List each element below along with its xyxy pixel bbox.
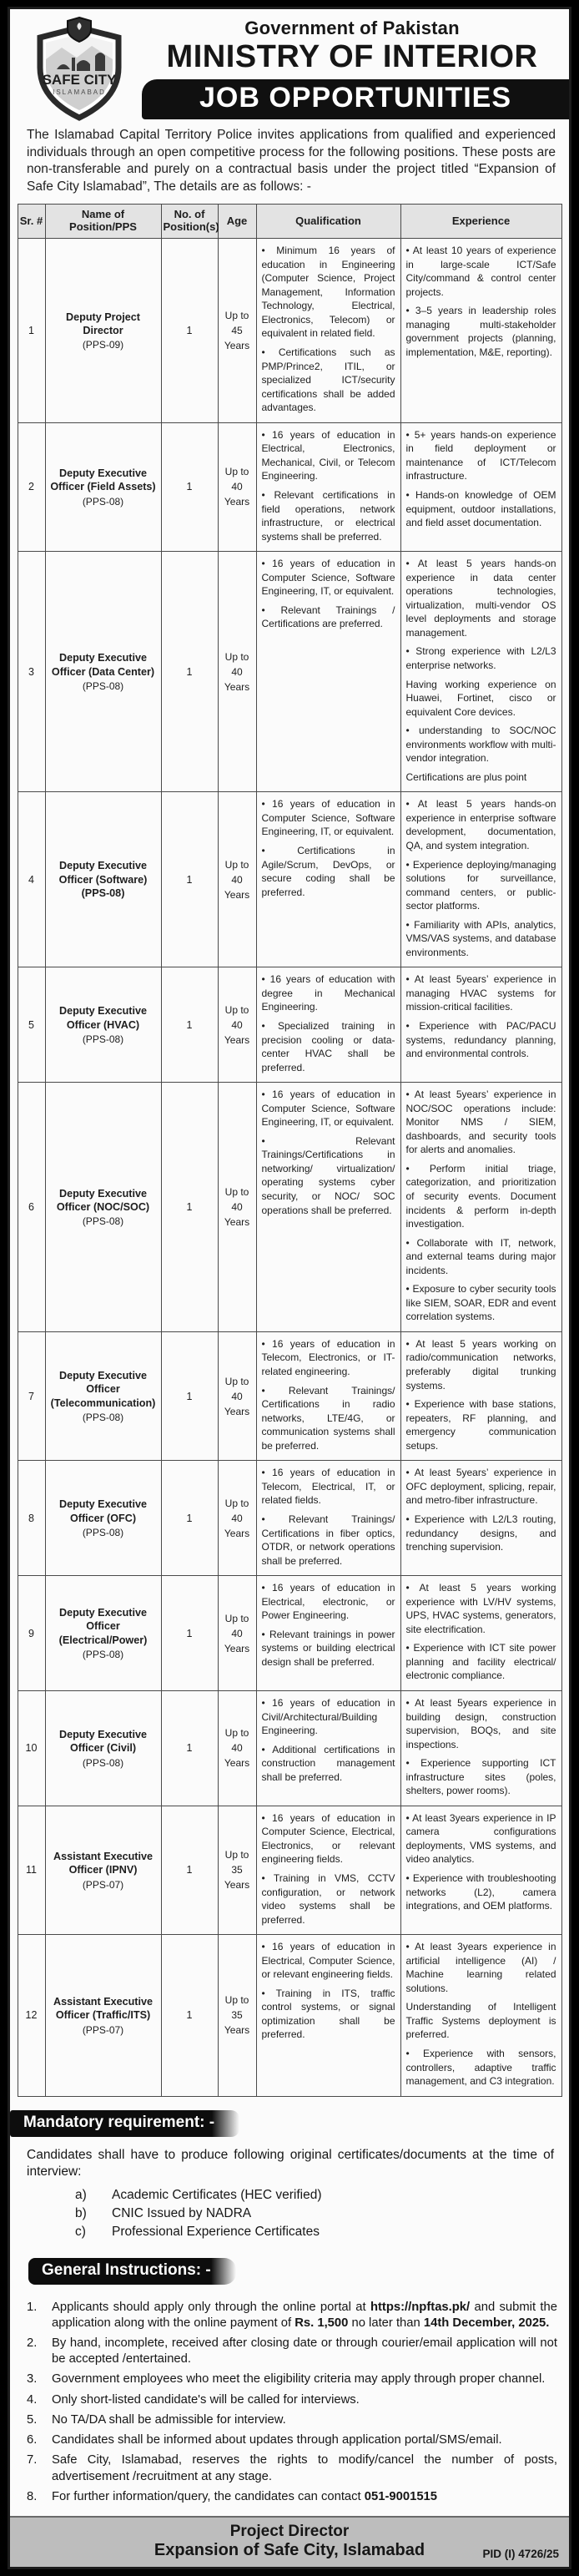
position-pps: (PPS-09) — [82, 339, 124, 351]
cell-age: Up to 40 Years — [218, 792, 256, 967]
mandatory-requirement-text: Candidates shall have to produce following original certificates/documents at the time of interview: — [27, 2147, 554, 2179]
intro-paragraph: The Islamabad Capital Territory Police invites applications from qualified and experienced individuals through an open competitive process for the following positions. These posts are non-transferable and purely on a contractual basis under the project titled “Expansion of Safe City Islamabad”, The details are as follows: - — [27, 127, 556, 194]
position-name: Assistant Executive Officer (Traffic/ITS) — [53, 1996, 153, 2022]
cell-positions-count: 1 — [161, 1461, 218, 1576]
cell-positions-count: 1 — [161, 1083, 218, 1332]
cell-experience: • At least 5years’ experience in managing HVAC systems for mission-critical facilities. • Experience with PAC/PACU systems, redundancy planning, and environmental controls. — [400, 967, 561, 1083]
cell-age: Up to 40 Years — [218, 422, 256, 551]
header — [10, 9, 569, 119]
position-pps: (PPS-08) — [82, 1215, 124, 1228]
cell-experience: • At least 5 years hands-on experience in data center operations technologies, virtualization, multi-vendor OS level deployments and storage management. • Strong experience with L2/L3 enterprise networks. Having working experience on Huawei, Fortinet, cisco or equivalent Core devices. • understanding to SOC/NOC environments workflow with multi-vendor integration. Certifications are plus point — [400, 552, 561, 792]
cell-experience: • At least 5years’ experience in NOC/SOC operations include: Monitor NMS / SIEM, dashboards, and security tools for alerts and anomalies. • Perform initial triage, categorization, and prioritization of security events. Document incidents & perform in-depth investigation. • Collaborate with IT, network, and external teams during major incidents. • Exposure to cyber security tools like SIEM, SOAR, EDR and event correlation systems. — [400, 1083, 561, 1332]
cell-qualification: • 16 years of education in Telecom, Electrical, IT, or related fields. • Relevant Trainings/ Certifications in fiber optics, OTDR, or network operations shall be preferred. — [256, 1461, 400, 1576]
footer-band — [10, 2516, 569, 2567]
mandatory-requirement-label: Mandatory requirement: - — [23, 2113, 215, 2131]
cell-qualification: • 16 years of education in Computer Science, Software Engineering, IT, or equivalent. • Relevant Trainings/Certifications in networking/ virtualization/ operating systems cyber security, or NOC/ SOC operations shall be preferred. — [256, 1083, 400, 1332]
cell-position-name — [45, 1935, 161, 2096]
cell-serial: 10 — [18, 1690, 45, 1806]
cell-serial: 7 — [18, 1331, 45, 1460]
general-instruction-item: 7. Safe City, Islamabad, reserves the rights to modify/cancel the number of posts, advertisement /recruitment at any stage. — [27, 2453, 557, 2483]
general-instructions-label: General Instructions: - — [42, 2260, 211, 2279]
position-name: Deputy Executive Officer (NOC/SOC) — [56, 1187, 150, 1214]
table-row — [18, 239, 561, 423]
general-instruction-item: 4. Only short-listed candidate's will be called for interviews. — [27, 2392, 360, 2407]
cell-qualification: • 16 years of education in Electrical, Electronics, Mechanical, Civil, or Telecom Engineering. • Relevant certifications in field operations, network infrastructure, or electrical systems shall be preferred. — [256, 422, 400, 551]
position-name: Deputy Executive Officer (Software)(PPS-08) — [58, 860, 148, 900]
cell-position-name — [45, 1461, 161, 1576]
cell-age: Up to 35 Years — [218, 1806, 256, 1934]
position-name: Deputy Project Director — [66, 311, 140, 336]
cell-qualification: • 16 years of education in Computer Science, Software Engineering, IT, or equivalent. • Relevant Trainings / Certifications are preferred. — [256, 552, 400, 792]
cell-serial: 11 — [18, 1806, 45, 1934]
table-row — [18, 1806, 561, 1934]
cell-age: Up to 40 Years — [218, 1461, 256, 1576]
cell-serial: 1 — [18, 239, 45, 423]
cell-position-name — [45, 422, 161, 551]
position-pps: (PPS-08) — [82, 1412, 124, 1424]
cell-experience: • At least 5 years hands-on experience in enterprise software development, documentation, QA, and system integration. • Experience deploying/managing solutions for surveillance, command centers, or public-sector platforms. • Familiarity with APIs, analytics, VMS/VAS systems, and database environments. — [400, 792, 561, 967]
cell-experience: • 5+ years hands-on experience in field deployment or maintenance of ICT/Telecom infrastructure. • Hands-on knowledge of OEM equipment, outdoor installations, and field asset documentation. — [400, 422, 561, 551]
cell-age: Up to 40 Years — [218, 967, 256, 1083]
cell-experience: • At least 5 years working on radio/communication networks, preferably digital trunking systems. • Experience with base stations, repeaters, RF planning, and emergency communication setups. — [400, 1331, 561, 1460]
table-row — [18, 1083, 561, 1332]
cell-qualification: • 16 years of education in Electrical, electronic, or Power Engineering. • Relevant trainings in power systems or building electrical design shall be preferred. — [256, 1576, 400, 1691]
cell-positions-count: 1 — [161, 1935, 218, 2096]
mandatory-document-item: c) Professional Experience Certificates — [75, 2224, 320, 2239]
cell-age: Up to 40 Years — [218, 1083, 256, 1332]
cell-positions-count: 1 — [161, 422, 218, 551]
cell-serial: 6 — [18, 1083, 45, 1332]
general-instruction-item: 2. By hand, incomplete, received after closing date or through courier/email application will not be accepted /entertained. — [27, 2336, 557, 2366]
position-pps: (PPS-08) — [82, 1756, 124, 1769]
position-name: Assistant Executive Officer (IPNV) — [53, 1851, 153, 1876]
cell-position-name — [45, 1083, 161, 1332]
ministry-title: MINISTRY OF INTERIOR — [166, 39, 538, 74]
table-header-row — [18, 205, 561, 239]
position-pps: (PPS-08) — [82, 1033, 124, 1046]
cell-positions-count: 1 — [161, 1690, 218, 1806]
general-instructions-list — [27, 2300, 557, 2510]
cell-age: Up to 45 Years — [218, 239, 256, 423]
footer-project-title: Expansion of Safe City, Islamabad — [154, 2541, 425, 2560]
cell-age: Up to 40 Years — [218, 1690, 256, 1806]
header-experience: Experience — [400, 205, 561, 239]
cell-serial: 8 — [18, 1461, 45, 1576]
cell-age: Up to 40 Years — [218, 552, 256, 792]
title-block — [135, 14, 569, 74]
table-row — [18, 552, 561, 792]
footer-project-director: Project Director — [229, 2523, 350, 2541]
safe-city-logo-icon — [28, 16, 130, 123]
position-name: Deputy Executive Officer (HVAC) — [59, 1005, 147, 1031]
cell-experience: • At least 5years’ experience in OFC deployment, splicing, repair, and metro-fiber infrastructure. • Experience with L2/L3 routing, redundancy designs, and trenching supervision. — [400, 1461, 561, 1576]
cell-experience: • At least 3years experience in IP camera configurations deployments, VMS systems, and video analytics. • Experience with troubleshooting networks (L2), camera integrations, and OEM platforms. — [400, 1806, 561, 1934]
table-row — [18, 422, 561, 551]
cell-age: Up to 40 Years — [218, 1576, 256, 1691]
mandatory-requirement-banner — [10, 2110, 239, 2137]
cell-position-name — [45, 792, 161, 967]
general-instruction-item: 8. For further information/query, the candidates can contact 051-9001515 — [27, 2489, 438, 2503]
mandatory-document-item: b) CNIC Issued by NADRA — [75, 2205, 252, 2220]
cell-experience: • At least 10 years of experience in large-scale ICT/Safe City/command & control center projects. • 3–5 years in leadership roles managing multi-stakeholder government projects (planning, implementation, M&E, reporting). — [400, 239, 561, 423]
position-pps: (PPS-08) — [82, 495, 124, 508]
cell-serial: 12 — [18, 1935, 45, 2096]
positions-table — [18, 204, 562, 2096]
cell-serial: 9 — [18, 1576, 45, 1691]
footer-pid-number: PID (I) 4726/25 — [482, 2548, 559, 2561]
position-pps: (PPS-07) — [82, 1878, 124, 1891]
cell-position-name — [45, 239, 161, 423]
cell-experience: • At least 5 years working experience with LV/HV systems, UPS, HVAC systems, generators, site electrification. • Experience with ICT site power planning and facility electrical/ electronic compliance. — [400, 1576, 561, 1691]
cell-position-name — [45, 552, 161, 792]
cell-qualification: • 16 years of education in Electrical, Computer Science, or relevant engineering fields. • Training in ITS, traffic control systems, or signal optimization shall be preferred. — [256, 1935, 400, 2096]
cell-position-name — [45, 1576, 161, 1691]
table-row — [18, 792, 561, 967]
table-row — [18, 1935, 561, 2096]
cell-positions-count: 1 — [161, 1331, 218, 1460]
cell-age: Up to 40 Years — [218, 1331, 256, 1460]
position-name: Deputy Executive Officer (Data Center) — [51, 652, 155, 678]
cell-serial: 2 — [18, 422, 45, 551]
cell-positions-count: 1 — [161, 552, 218, 792]
mandatory-document-item: a) Academic Certificates (HEC verified) — [75, 2187, 322, 2202]
table-row — [18, 1461, 561, 1576]
job-opportunities-banner — [142, 79, 569, 119]
position-pps: (PPS-07) — [82, 2023, 124, 2036]
mandatory-documents-list — [75, 2188, 569, 2243]
position-pps: (PPS-08) — [82, 1527, 124, 1539]
table-row — [18, 967, 561, 1083]
position-pps: (PPS-08) — [82, 680, 124, 693]
table-row — [18, 1576, 561, 1691]
cell-positions-count: 1 — [161, 1576, 218, 1691]
cell-serial: 4 — [18, 792, 45, 967]
general-instruction-item: 1. Applicants should apply only through the online portal at https://npftas.pk/ and submit the application along with the online payment of Rs. 1,500 no later than 14th December, 2025. — [27, 2300, 557, 2330]
cell-positions-count: 1 — [161, 239, 218, 423]
cell-position-name — [45, 1331, 161, 1460]
cell-qualification: • 16 years of education in Computer Science, Electrical, Electronics, or relevant engineering fields. • Training in VMS, CCTV configuration, or network video systems shall be preferred. — [256, 1806, 400, 1934]
cell-qualification: • Minimum 16 years of education in Engineering (Computer Science, Project Management, Information Technology, Electrical, Electronics, Telecom) or equivalent in related field. • Certifications such as PMP/Prince2, ITIL, or specialized ICT/security certifications shall be added advantages. — [256, 239, 400, 423]
cell-qualification: • 16 years of education in Computer Science, Software Engineering, IT, or equivalent. • Certifications in Agile/Scrum, DevOps, or secure coding shall be preferred. — [256, 792, 400, 967]
position-name: Deputy Executive Officer (Field Assets) — [50, 467, 156, 493]
header-position-name: Name of Position/PPS — [45, 205, 161, 239]
cell-qualification: • 16 years of education in Civil/Architectural/Building Engineering. • Additional certifications in construction management shall be preferred. — [256, 1690, 400, 1806]
table-row — [18, 1690, 561, 1806]
cell-positions-count: 1 — [161, 1806, 218, 1934]
header-positions-count: No. of Position(s) — [161, 205, 218, 239]
cell-position-name — [45, 967, 161, 1083]
logo-text-main: SAFE CITY — [42, 72, 117, 88]
cell-qualification: • 16 years of education with degree in Mechanical Engineering. • Specialized training in precision cooling or data-center HVAC shall be preferred. — [256, 967, 400, 1083]
cell-serial: 5 — [18, 967, 45, 1083]
job-opportunities-label: JOB OPPORTUNITIES — [199, 81, 512, 114]
header-serial: Sr. # — [18, 205, 45, 239]
cell-position-name — [45, 1806, 161, 1934]
table-row — [18, 1331, 561, 1460]
government-title: Government of Pakistan — [244, 18, 460, 38]
cell-positions-count: 1 — [161, 967, 218, 1083]
general-instructions-banner — [28, 2258, 236, 2285]
cell-serial: 3 — [18, 552, 45, 792]
cell-qualification: • 16 years of education in Telecom, Electronics, or IT-related engineering. • Relevant Trainings/ Certifications in radio networks, LTE/4G, or communication systems shall be preferred. — [256, 1331, 400, 1460]
cell-positions-count: 1 — [161, 792, 218, 967]
logo-text-sub: ISLAMABAD — [53, 88, 106, 96]
cell-position-name — [45, 1690, 161, 1806]
cell-age: Up to 35 Years — [218, 1935, 256, 2096]
general-instruction-item: 6. Candidates shall be informed about updates through application portal/SMS/email. — [27, 2433, 502, 2447]
position-name: Deputy Executive Officer (Electrical/Power) — [58, 1607, 148, 1646]
advertisement-sheet — [8, 7, 571, 2569]
header-age: Age — [218, 205, 256, 239]
position-name: Deputy Executive Officer (Telecommunication) — [50, 1370, 156, 1409]
position-name: Deputy Executive Officer (Civil) — [59, 1729, 147, 1755]
general-instruction-item: 5. No TA/DA shall be admissible for interview. — [27, 2412, 286, 2427]
cell-experience: • At least 3years experience in artificial intelligence (AI) / Machine learning related solutions. Understanding of Intelligent Traffic Systems deployment is preferred. • Experience with sensors, controllers, adaptive traffic management, and C3 integration. — [400, 1935, 561, 2096]
cell-experience: • At least 5years experience in building design, construction supervision, BOQs, and site inspections. • Experience supporting ICT infrastructure sites (poles, shelters, power rooms). — [400, 1690, 561, 1806]
position-name: Deputy Executive Officer (OFC) — [59, 1498, 147, 1524]
header-qualification: Qualification — [256, 205, 400, 239]
position-pps: (PPS-08) — [82, 1649, 124, 1661]
general-instruction-item: 3. Government employees who meet the eligibility criteria may apply through proper channel. — [27, 2372, 546, 2387]
